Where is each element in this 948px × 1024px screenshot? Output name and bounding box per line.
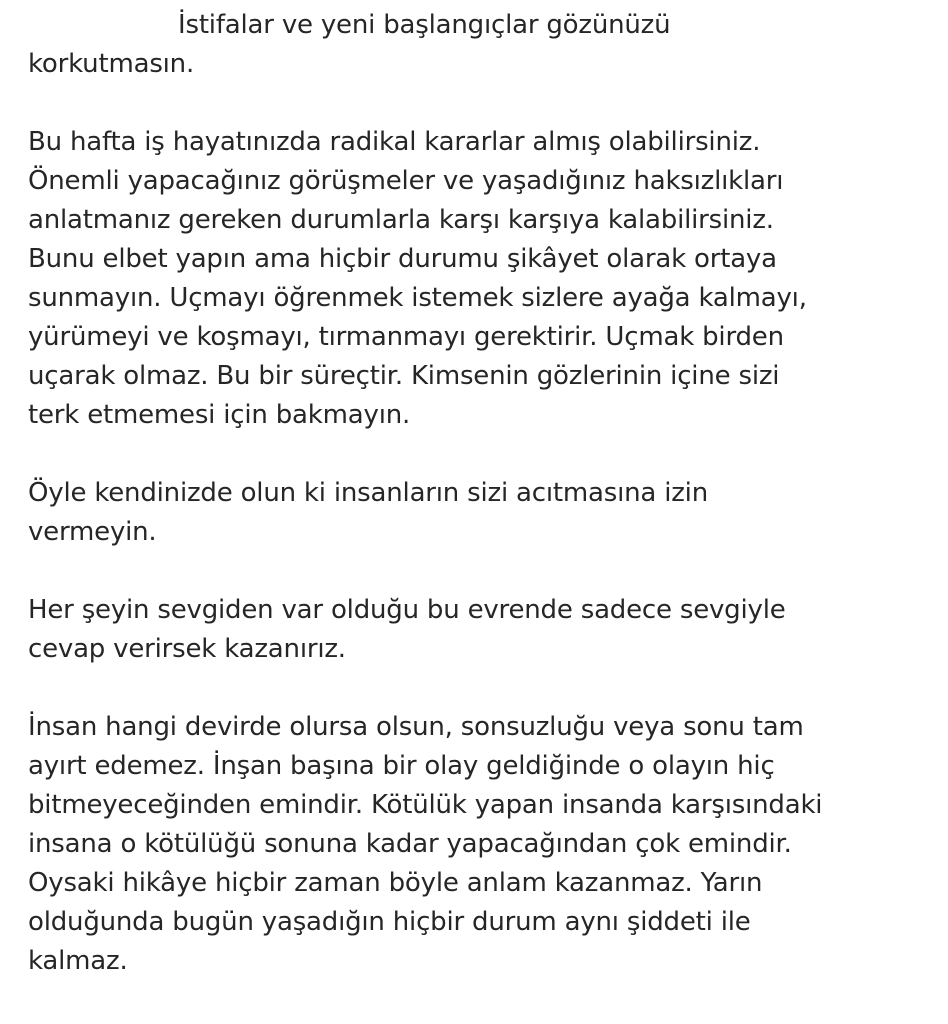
text-line: insana o kötülüğü sonuna kadar yapacağından çok emindir. [28, 829, 792, 859]
text-line: İstifalar ve yeni başlangıçlar gözünüzü [178, 10, 671, 40]
text-line: Önemli yapacağınız görüşmeler ve yaşadığınız haksızlıkları [28, 166, 784, 196]
text-line: Bunu elbet yapın ama hiçbir durumu şikâyet olarak ortaya [28, 244, 777, 274]
text-line: cevap verirsek kazanırız. [28, 634, 346, 664]
text-line: Oysaki hikâye hiçbir zaman böyle anlam kazanmaz. Yarın [28, 868, 763, 898]
text-line: Öyle kendinizde olun ki insanların sizi acıtmasına izin [28, 478, 708, 508]
text-line: vermeyin. [28, 517, 157, 547]
text-line: ayırt edemez. İnşan başına bir olay geldiğinde o olayın hiç [28, 751, 775, 781]
text-line: sunmayın. Uçmayı öğrenmek istemek sizlere ayağa kalmayı, [28, 283, 807, 313]
text-line: anlatmanız gereken durumlarla karşı karşıya kalabilirsiniz. [28, 205, 774, 235]
paragraph-4 [28, 591, 928, 669]
text-line: uçarak olmaz. Bu bir süreçtir. Kimsenin gözlerinin içine sizi [28, 361, 780, 391]
text-line: Her şeyin sevgiden var olduğu bu evrende sadece sevgiyle [28, 595, 786, 625]
text-line: korkutmasın. [28, 49, 195, 79]
text-line: İnsan hangi devirde olursa olsun, sonsuzluğu veya sonu tam [28, 712, 804, 742]
text-line: bitmeyeceğinden emindir. Kötülük yapan insanda karşısındaki [28, 790, 823, 820]
document-body [28, 6, 928, 1020]
paragraph-1 [28, 6, 928, 84]
text-line: terk etmemesi için bakmayın. [28, 400, 411, 430]
text-line: yürümeyi ve koşmayı, tırmanmayı gerektirir. Uçmak birden [28, 322, 784, 352]
text-line: kalmaz. [28, 946, 128, 976]
text-line: olduğunda bugün yaşadığın hiçbir durum aynı şiddeti ile [28, 907, 751, 937]
text-line: Bu hafta iş hayatınızda radikal kararlar almış olabilirsiniz. [28, 127, 761, 157]
paragraph-3 [28, 474, 928, 552]
paragraph-5 [28, 708, 928, 981]
paragraph-2 [28, 123, 928, 435]
